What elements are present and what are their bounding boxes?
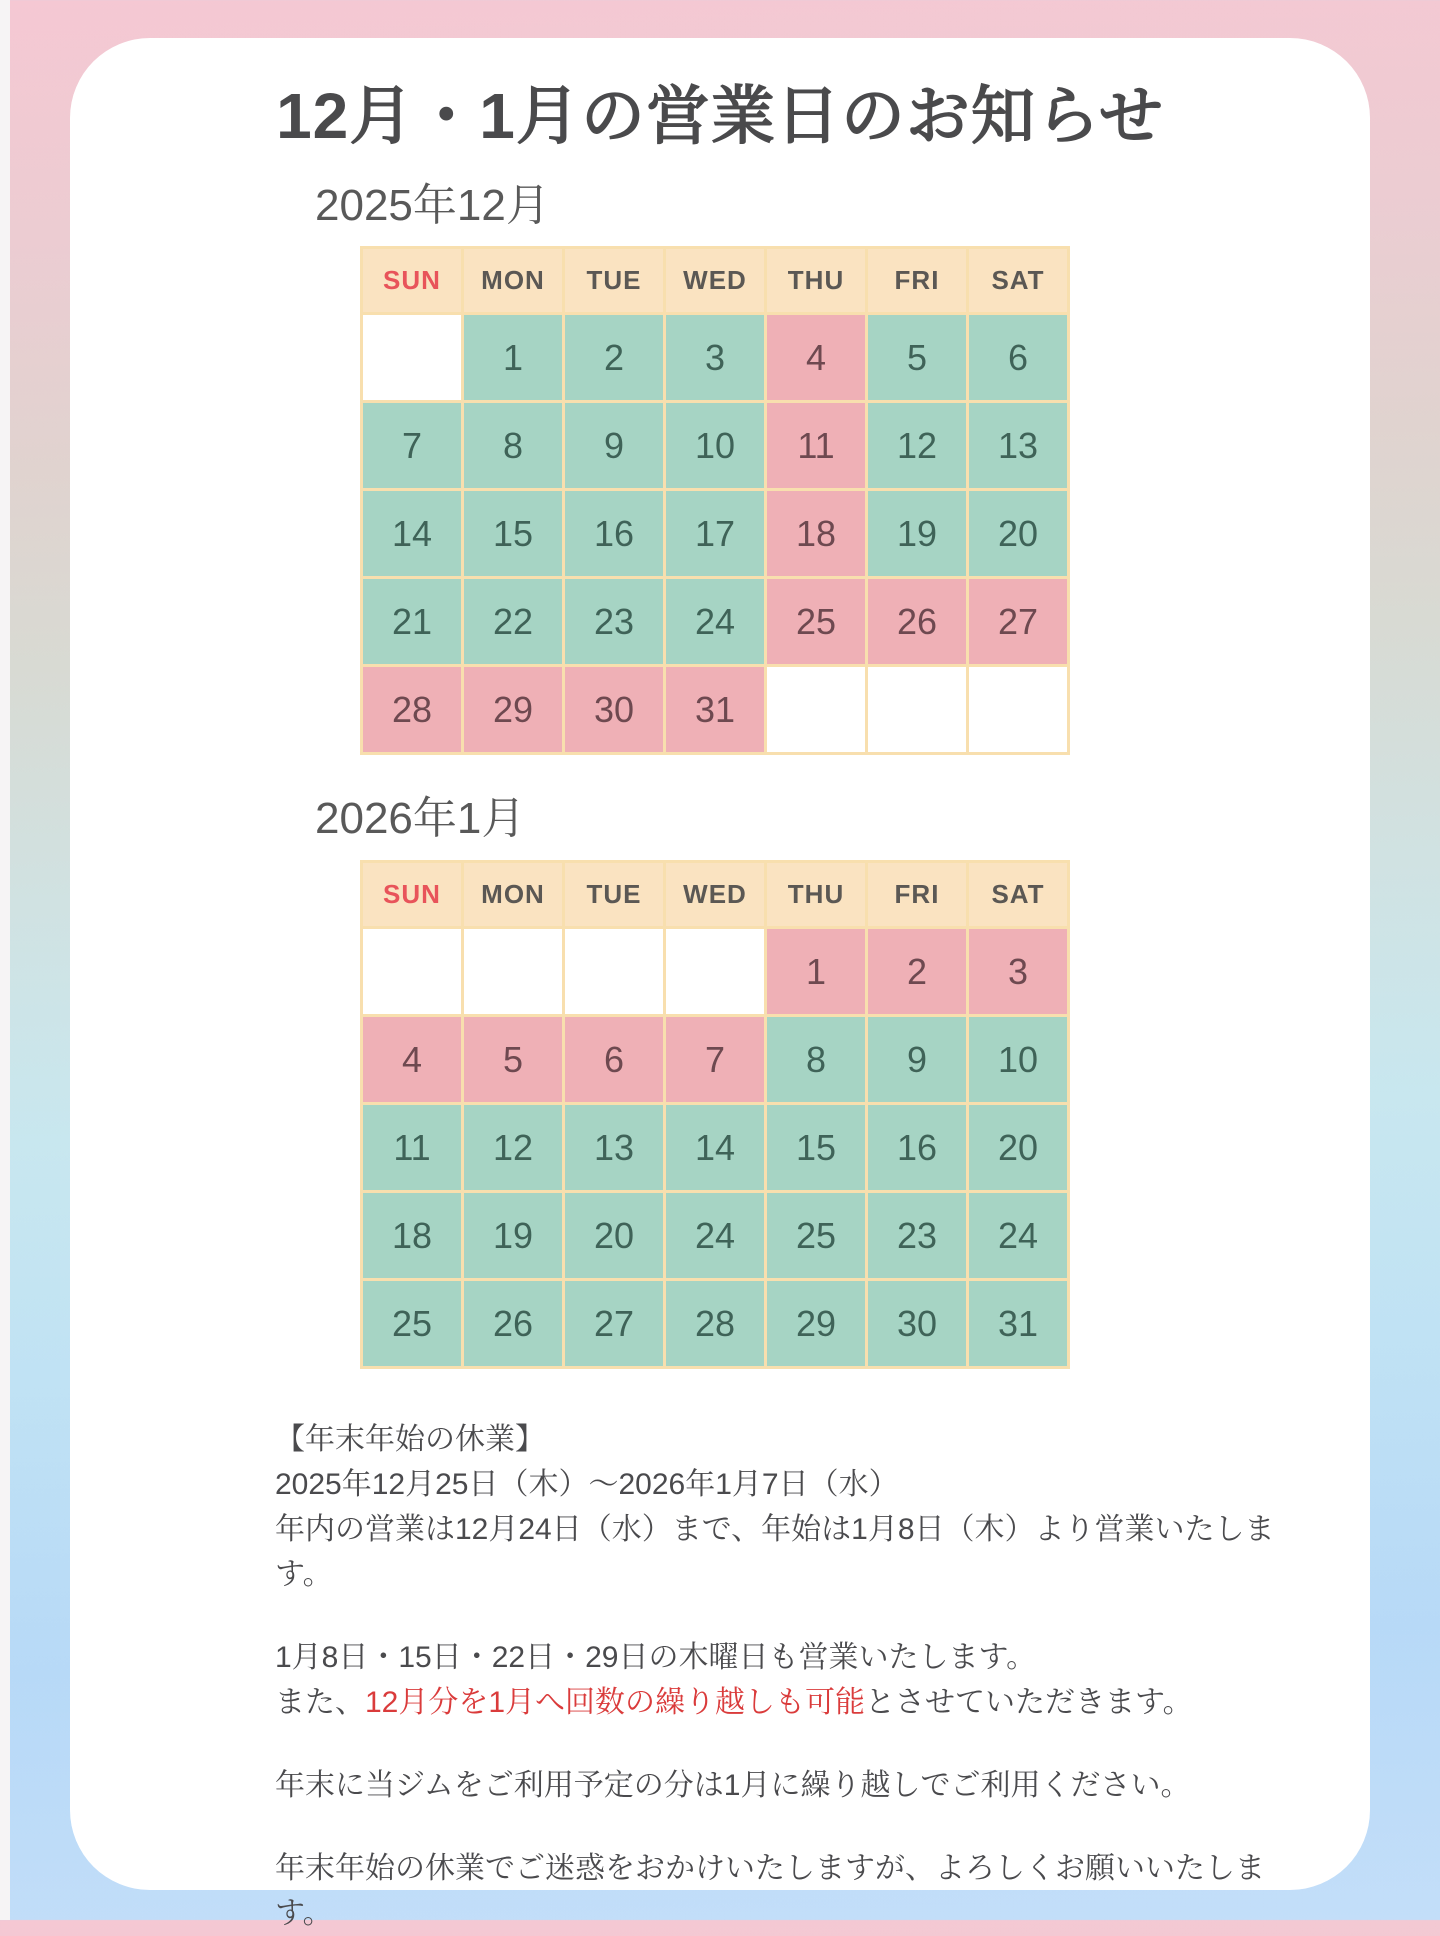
calendar-cell: 20 — [968, 490, 1069, 578]
notes-text: 年末年始の休業でご迷惑をおかけいたしますが、よろしくお願いいたします。 — [275, 1852, 1265, 1931]
calendar-header-row — [362, 862, 1069, 928]
calendar-cell — [362, 928, 463, 1016]
calendar-cell: 16 — [867, 1104, 968, 1192]
table-row — [362, 1280, 1069, 1368]
notes-line — [275, 1680, 1290, 1725]
notes-line — [275, 1507, 1290, 1597]
table-row — [362, 1016, 1069, 1104]
day-header-cell: SAT — [968, 248, 1069, 314]
table-row — [362, 666, 1069, 754]
calendar-cell: 7 — [665, 1016, 766, 1104]
calendar-cell: 6 — [564, 1016, 665, 1104]
calendar-section — [70, 180, 1370, 756]
calendar-cell: 15 — [766, 1104, 867, 1192]
notes-line — [275, 1635, 1290, 1680]
calendar-cell: 11 — [766, 402, 867, 490]
calendar-cell: 6 — [968, 314, 1069, 402]
calendar-cell: 4 — [362, 1016, 463, 1104]
calendar-cell: 30 — [564, 666, 665, 754]
notes-text: また、 — [275, 1686, 365, 1720]
calendar-cell: 4 — [766, 314, 867, 402]
day-header-cell: MON — [463, 862, 564, 928]
table-row — [362, 314, 1069, 402]
calendar-cell: 19 — [463, 1192, 564, 1280]
calendar-cell: 5 — [867, 314, 968, 402]
calendar-cell: 14 — [665, 1104, 766, 1192]
calendar-cell — [968, 666, 1069, 754]
notes-text: 1月8日・15日・22日・29日の木曜日も営業いたします。 — [275, 1641, 1037, 1675]
table-row — [362, 928, 1069, 1016]
day-header-cell: WED — [665, 248, 766, 314]
notes-paragraph — [275, 1635, 1290, 1725]
calendar-cell: 1 — [463, 314, 564, 402]
calendar-cell: 10 — [665, 402, 766, 490]
calendar-cell: 9 — [867, 1016, 968, 1104]
calendar-cell: 23 — [564, 578, 665, 666]
day-header-cell: TUE — [564, 248, 665, 314]
calendar-month-label: 2025年12月 — [315, 180, 550, 230]
day-header-cell: TUE — [564, 862, 665, 928]
day-header-cell: THU — [766, 862, 867, 928]
calendar-cell: 27 — [968, 578, 1069, 666]
calendar-cell: 3 — [665, 314, 766, 402]
calendars — [70, 180, 1370, 1370]
table-row — [362, 248, 1069, 314]
calendar-table — [360, 860, 1070, 1369]
calendar-cell: 1 — [766, 928, 867, 1016]
table-row — [362, 1104, 1069, 1192]
calendar-cell: 24 — [665, 1192, 766, 1280]
calendar-cell: 2 — [867, 928, 968, 1016]
calendar-cell: 14 — [362, 490, 463, 578]
calendar-cell: 20 — [564, 1192, 665, 1280]
calendar-body — [362, 314, 1069, 754]
calendar-cell: 17 — [665, 490, 766, 578]
day-header-cell: SUN — [362, 862, 463, 928]
calendar-cell: 19 — [867, 490, 968, 578]
calendar-cell: 18 — [766, 490, 867, 578]
calendar-cell: 29 — [766, 1280, 867, 1368]
calendar-cell: 26 — [867, 578, 968, 666]
notes-line — [275, 1462, 1290, 1507]
calendar-cell — [362, 314, 463, 402]
calendar-cell: 31 — [665, 666, 766, 754]
notice-card — [70, 38, 1370, 1931]
notes-text: 年内の営業は12月24日（水）まで、年始は1月8日（木）より営業いたします。 — [275, 1513, 1275, 1592]
calendar-cell: 23 — [867, 1192, 968, 1280]
notes-paragraph — [275, 1763, 1290, 1808]
calendar-cell: 3 — [968, 928, 1069, 1016]
notes-highlight-red: 12月分を1月へ回数の繰り越しも可能 — [365, 1686, 866, 1720]
calendar-cell: 20 — [968, 1104, 1069, 1192]
table-row — [362, 402, 1069, 490]
calendar-cell: 13 — [968, 402, 1069, 490]
calendar-cell: 24 — [665, 578, 766, 666]
calendar-cell: 31 — [968, 1280, 1069, 1368]
notes — [275, 1417, 1290, 1936]
calendar-cell: 30 — [867, 1280, 968, 1368]
calendar-body — [362, 928, 1069, 1368]
calendar-cell: 27 — [564, 1280, 665, 1368]
calendar-cell: 7 — [362, 402, 463, 490]
page-title: 12月・1月の営業日のお知らせ — [276, 80, 1164, 152]
day-header-cell: MON — [463, 248, 564, 314]
calendar-cell — [867, 666, 968, 754]
calendar-cell: 28 — [362, 666, 463, 754]
calendar-cell: 9 — [564, 402, 665, 490]
calendar-cell: 12 — [463, 1104, 564, 1192]
day-header-cell: FRI — [867, 862, 968, 928]
calendar-cell: 13 — [564, 1104, 665, 1192]
calendar-cell — [463, 928, 564, 1016]
notes-text: 2025年12月25日（木）～2026年1月7日（水） — [275, 1468, 899, 1502]
calendar-cell: 28 — [665, 1280, 766, 1368]
calendar-cell — [766, 666, 867, 754]
day-header-cell: SAT — [968, 862, 1069, 928]
calendar-header-row — [362, 248, 1069, 314]
calendar-cell: 25 — [362, 1280, 463, 1368]
calendar-cell: 10 — [968, 1016, 1069, 1104]
calendar-cell: 2 — [564, 314, 665, 402]
notes-line — [275, 1417, 1290, 1462]
table-row — [362, 1192, 1069, 1280]
day-header-cell: WED — [665, 862, 766, 928]
calendar-cell: 22 — [463, 578, 564, 666]
day-header-cell: THU — [766, 248, 867, 314]
calendar-cell — [665, 928, 766, 1016]
notes-text: 年末に当ジムをご利用予定の分は1月に繰り越しでご利用ください。 — [275, 1769, 1191, 1803]
calendar-cell: 8 — [463, 402, 564, 490]
calendar-cell: 18 — [362, 1192, 463, 1280]
calendar-cell: 24 — [968, 1192, 1069, 1280]
notes-text: 【年末年始の休業】 — [275, 1423, 545, 1457]
calendar-cell: 11 — [362, 1104, 463, 1192]
calendar-cell: 5 — [463, 1016, 564, 1104]
calendar-cell: 26 — [463, 1280, 564, 1368]
table-row — [362, 862, 1069, 928]
calendar-cell: 29 — [463, 666, 564, 754]
notes-paragraph — [275, 1417, 1290, 1597]
calendar-cell: 8 — [766, 1016, 867, 1104]
calendar-section — [70, 793, 1370, 1369]
calendar-cell — [564, 928, 665, 1016]
table-row — [362, 490, 1069, 578]
notes-text: とさせていただきます。 — [865, 1686, 1193, 1720]
background-left-strip — [0, 0, 10, 1920]
calendar-month-label: 2026年1月 — [315, 794, 526, 844]
day-header-cell: FRI — [867, 248, 968, 314]
notes-line — [275, 1763, 1290, 1808]
calendar-cell: 12 — [867, 402, 968, 490]
day-header-cell: SUN — [362, 248, 463, 314]
calendar-cell: 16 — [564, 490, 665, 578]
calendar-cell: 25 — [766, 1192, 867, 1280]
calendar-cell: 21 — [362, 578, 463, 666]
notes-paragraph — [275, 1846, 1290, 1936]
notes-line — [275, 1846, 1290, 1936]
calendar-cell: 15 — [463, 490, 564, 578]
table-row — [362, 578, 1069, 666]
calendar-table — [360, 246, 1070, 755]
calendar-cell: 25 — [766, 578, 867, 666]
